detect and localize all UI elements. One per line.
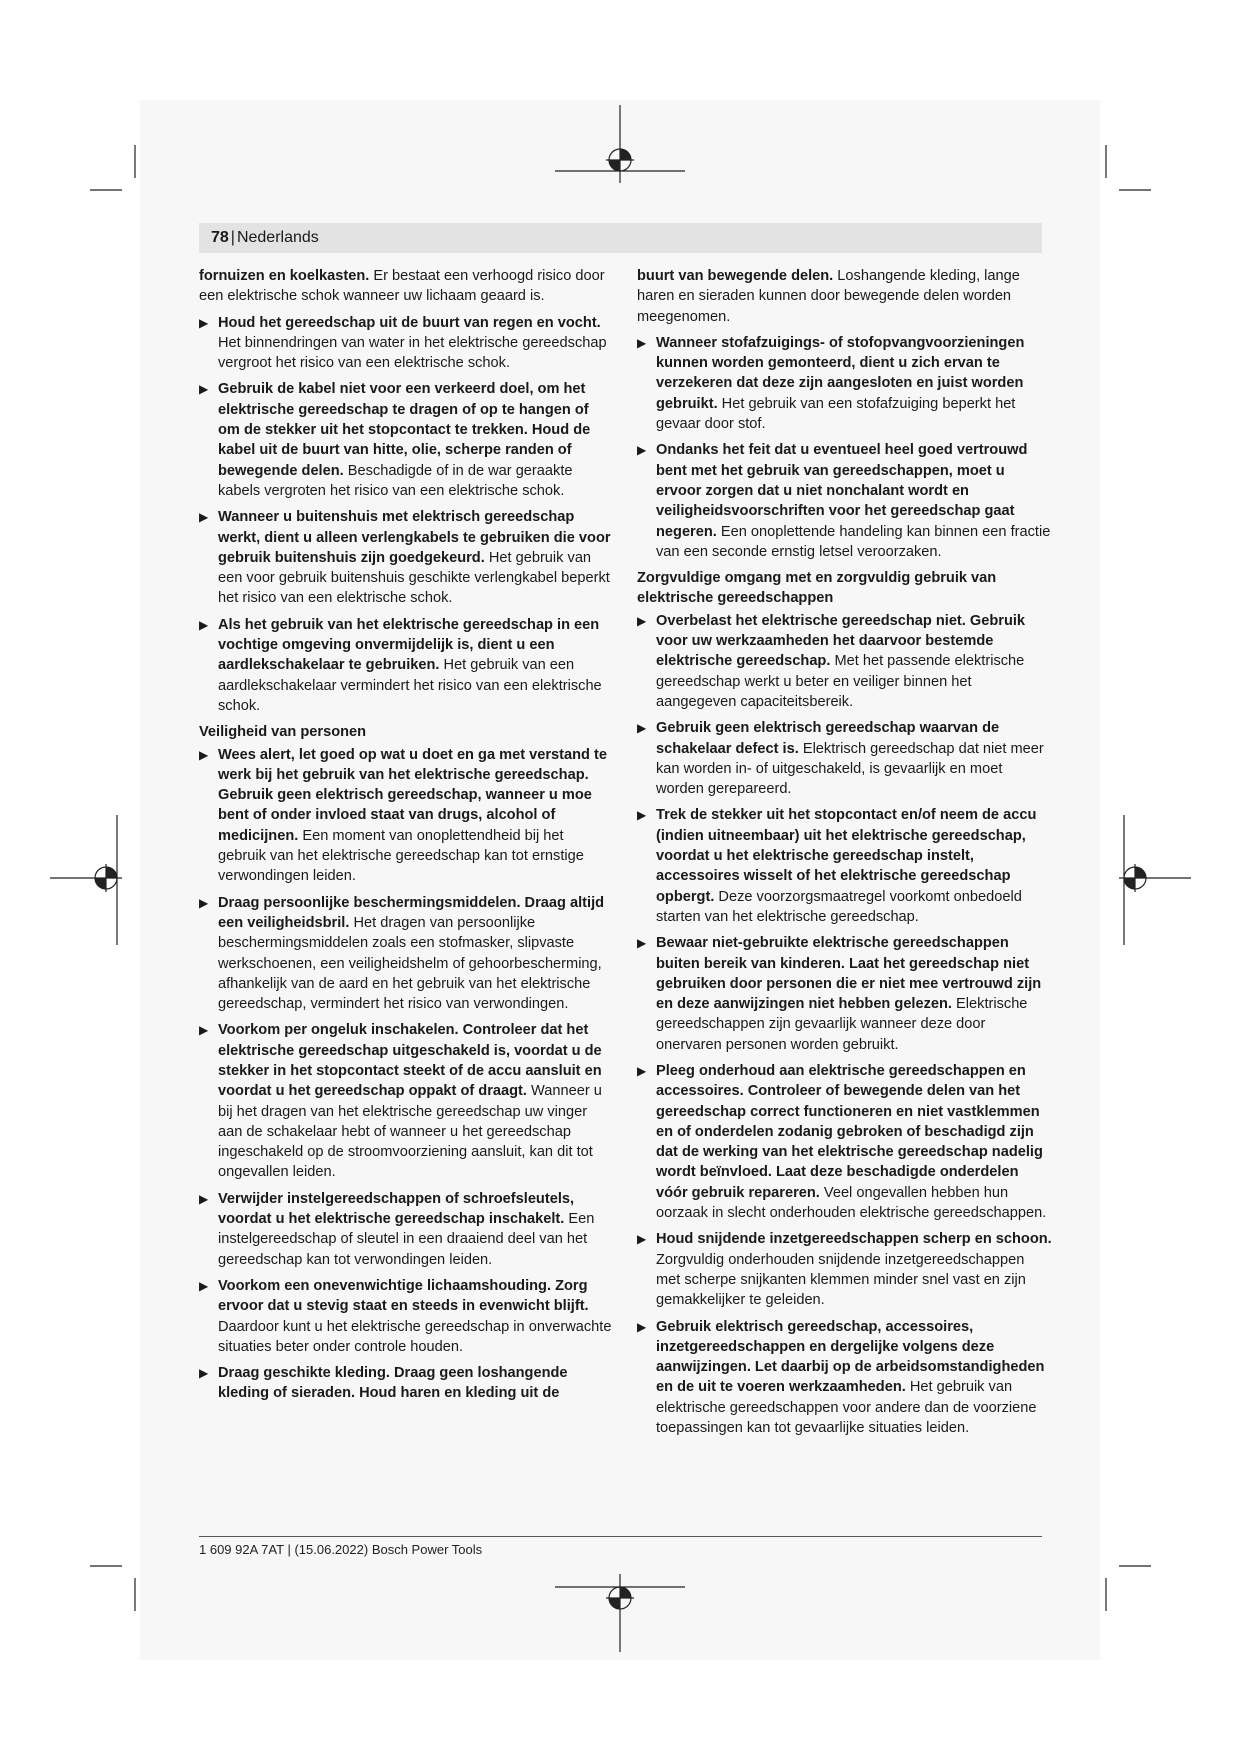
registration-mark-bottom	[555, 1574, 685, 1652]
bullet-arrow-icon: ▶	[637, 1232, 647, 1247]
bullet-arrow-icon: ▶	[199, 1023, 209, 1038]
bullet-arrow-icon: ▶	[199, 747, 209, 762]
safety-instruction-item: ▶ Ondanks het feit dat u eventueel heel goed vertrouwd bent met het gebruik van gereedschappen, moet u ervoor zorgen dat u niet nonchalant wordt en veiligheidsvoorschriften voor het gereedschap gaat negeren. Een onoplettende handeling kan binnen een fractie van een seconde ernstig letsel veroorzaken.	[637, 442, 1051, 560]
registration-mark-left	[50, 815, 122, 945]
bullet-arrow-icon: ▶	[637, 1063, 647, 1078]
page-footer	[199, 1542, 482, 1557]
bullet-arrow-icon: ▶	[199, 382, 209, 397]
header-separator: |	[230, 229, 235, 246]
footer-separator: |	[287, 1542, 291, 1557]
continued-paragraph: fornuizen en koelkasten. Er bestaat een verhoogd risico door een elektrische schok wanneer uw lichaam geaard is.	[199, 268, 605, 305]
registration-mark-top	[555, 105, 685, 183]
bullet-arrow-icon: ▶	[637, 1319, 647, 1334]
section-heading: Veiligheid van personen	[199, 724, 367, 741]
safety-instruction-item: ▶ Voorkom per ongeluk inschakelen. Controleer dat het elektrische gereedschap uitgeschakeld is, voordat u de stekker in het stopcontact steekt of de accu aansluit en voordat u het gereedschap oppakt of draagt. Wanneer u bij het dragen van het elektrische gereedschap uw vinger aan de schakelaar hebt of wanneer u het gereedschap ingeschakeld op de stroomvoorziening aansluit, kan dit tot ongevallen leiden.	[199, 1022, 602, 1181]
safety-instruction-item: ▶ Voorkom een onevenwichtige lichaamshouding. Zorg ervoor dat u stevig staat en steeds in evenwicht blijft. Daardoor kunt u het elektrische gereedschap in onverwachte situaties beter onder controle houden.	[199, 1277, 612, 1355]
section-heading: Zorgvuldige omgang met en zorgvuldig gebruik van elektrische gereedschappen	[637, 570, 997, 607]
safety-instruction-item: ▶ Als het gebruik van het elektrische gereedschap in een vochtige omgeving onvermijdelijk is, dient u een aardlekschakelaar te gebruiken. Het gebruik van een aardlekschakelaar vermindert het risico van een elektrische schok.	[199, 616, 602, 714]
right-column	[637, 266, 1052, 1444]
bullet-arrow-icon: ▶	[637, 721, 647, 736]
bullet-list	[199, 745, 614, 1404]
safety-instruction-item: ▶ Trek de stekker uit het stopcontact en/of neem de accu (indien uitneembaar) uit het elektrische gereedschap, voordat u het elektrische gereedschap instelt, accessoires wisselt of het elektrische gereedschap opbergt. Deze voorzorgsmaatregel voorkomt onbedoeld starten van het elektrische gereedschap.	[637, 807, 1037, 925]
safety-instruction-item: ▶ Overbelast het elektrische gereedschap niet. Gebruik voor uw werkzaamheden het daarvoor bestemde elektrische gereedschap. Met het passende elektrische gereedschap werkt u beter en veiliger binnen het aangegeven capaciteitsbereik.	[637, 612, 1026, 710]
bullet-arrow-icon: ▶	[637, 936, 647, 951]
safety-instruction-item: ▶ Wees alert, let goed op wat u doet en ga met verstand te werk bij het gebruik van het elektrische gereedschap. Gebruik geen elektrisch gereedschap, wanneer u moe bent of onder invloed staat van drugs, alcohol of medicijnen. Een moment van onoplettendheid bij het gebruik van het elektrische gereedschap kan tot ernstige verwondingen leiden.	[199, 746, 607, 885]
bullet-arrow-icon: ▶	[637, 613, 647, 628]
bullet-arrow-icon: ▶	[199, 1191, 209, 1206]
safety-instruction-item: ▶ Wanneer u buitenshuis met elektrisch gereedschap werkt, dient u alleen verlengkabels te gebruiken die voor gebruik buitenshuis zijn goedgekeurd. Het gebruik van een voor gebruik buitenshuis geschikte verlengkabel beperkt het risico van een elektrische schok.	[199, 509, 611, 607]
safety-instruction-item: ▶ Pleeg onderhoud aan elektrische gereedschappen en accessoires. Controleer of bewegende delen van het gereedschap correct functioneren en niet vastklemmen en of onderdelen zodanig gebroken of beschadigd zijn dat de werking van het elektrische gereedschap nadelig wordt beïnvloed. Laat deze beschadigde onderdelen vóór gebruik repareren. Veel ongevallen hebben hun oorzaak in slecht onderhouden elektrische gereedschappen.	[637, 1062, 1047, 1222]
safety-instruction-item: ▶ Bewaar niet-gebruikte elektrische gereedschappen buiten bereik van kinderen. Laat het gereedschap niet gebruiken door personen die er niet mee vertrouwd zijn en deze aanwijzingen niet hebben gelezen. Elektrische gereedschappen zijn gevaarlijk wanneer deze door onervaren personen worden gebruikt.	[637, 935, 1042, 1053]
page-header	[199, 223, 1042, 253]
safety-instruction-item: ▶ Houd het gereedschap uit de buurt van regen en vocht. Het binnendringen van water in het elektrische gereedschap vergroot het risico van een elektrische schok.	[199, 314, 607, 372]
safety-instruction-item: ▶ Wanneer stofafzuigings- of stofopvangvoorzieningen kunnen worden gemonteerd, dient u zich ervan te verzekeren dat deze zijn aangesloten en juist worden gebruikt. Het gebruik van een stofafzuiging beperkt het gevaar door stof.	[637, 334, 1025, 433]
safety-instruction-item: ▶ Gebruik elektrisch gereedschap, accessoires, inzetgereedschappen en dergelijke volgens deze aanwijzingen. Let daarbij op de arbeidsomstandigheden en de uit te voeren werkzaamheden. Het gebruik van elektrische gereedschappen voor andere dan de voorziene toepassingen kan tot gevaarlijke situaties leiden.	[637, 1318, 1045, 1437]
bullet-list	[199, 313, 614, 717]
bullet-arrow-icon: ▶	[199, 315, 209, 330]
bullet-arrow-icon: ▶	[199, 1366, 209, 1381]
continued-paragraph: buurt van bewegende delen. Loshangende kleding, lange haren en sieraden kunnen door bewegende delen worden meegenomen.	[637, 268, 1020, 325]
bullet-arrow-icon: ▶	[199, 510, 209, 525]
left-column	[199, 266, 614, 1410]
bullet-list	[637, 611, 1052, 1439]
safety-instruction-item: ▶ Gebruik de kabel niet voor een verkeerd doel, om het elektrische gereedschap te dragen of op te hangen of om de stekker uit het stopcontact te trekken. Houd de kabel uit de buurt van hitte, olie, scherpe randen of bewegende delen. Beschadigde of in de war geraakte kabels vergroten het risico van een elektrische schok.	[199, 381, 591, 499]
bullet-arrow-icon: ▶	[199, 895, 209, 910]
document-date: (15.06.2022)	[294, 1542, 369, 1557]
bullet-list	[637, 333, 1052, 562]
safety-instruction-item: ▶ Verwijder instelgereedschappen of schroefsleutels, voordat u het elektrische gereedschap inschakelt. Een instelgereedschap of sleutel in een draaiend deel van het gereedschap kan tot verwondingen leiden.	[199, 1190, 595, 1268]
bullet-arrow-icon: ▶	[637, 443, 647, 458]
safety-instruction-item: ▶ Draag persoonlijke beschermingsmiddelen. Draag altijd een veiligheidsbril. Het dragen van persoonlijke beschermingsmiddelen zoals een stofmasker, slipvaste werkschoenen, een veiligheidshelm of gehoorbescherming, afhankelijk van de aard en het gebruik van het elektrische gereedschap, vermindert het risico van verwondingen.	[199, 894, 605, 1013]
section-title: Nederlands	[236, 229, 319, 246]
safety-instruction-item: ▶ Gebruik geen elektrisch gereedschap waarvan de schakelaar defect is. Elektrisch gereedschap dat niet meer kan worden in- of uitgeschakeld, is gevaarlijk en moet worden gerepareerd.	[637, 720, 1044, 798]
bullet-arrow-icon: ▶	[637, 335, 647, 350]
bullet-arrow-icon: ▶	[199, 1278, 209, 1293]
footer-rule	[199, 1536, 1042, 1537]
safety-instruction-item: ▶ Houd snijdende inzetgereedschappen scherp en schoon. Zorgvuldig onderhouden snijdende inzetgereedschappen met scherpe snijkanten klemmen minder snel vast en zijn gemakkelijker te geleiden.	[637, 1231, 1052, 1309]
safety-instruction-item: ▶ Draag geschikte kleding. Draag geen loshangende kleding of sieraden. Houd haren en kleding uit de	[199, 1365, 568, 1402]
page-number: 78	[211, 229, 229, 246]
bullet-arrow-icon: ▶	[199, 617, 209, 632]
brand-name: Bosch Power Tools	[371, 1542, 483, 1557]
bullet-arrow-icon: ▶	[637, 808, 647, 823]
document-code: 1 609 92A 7AT	[199, 1542, 284, 1557]
